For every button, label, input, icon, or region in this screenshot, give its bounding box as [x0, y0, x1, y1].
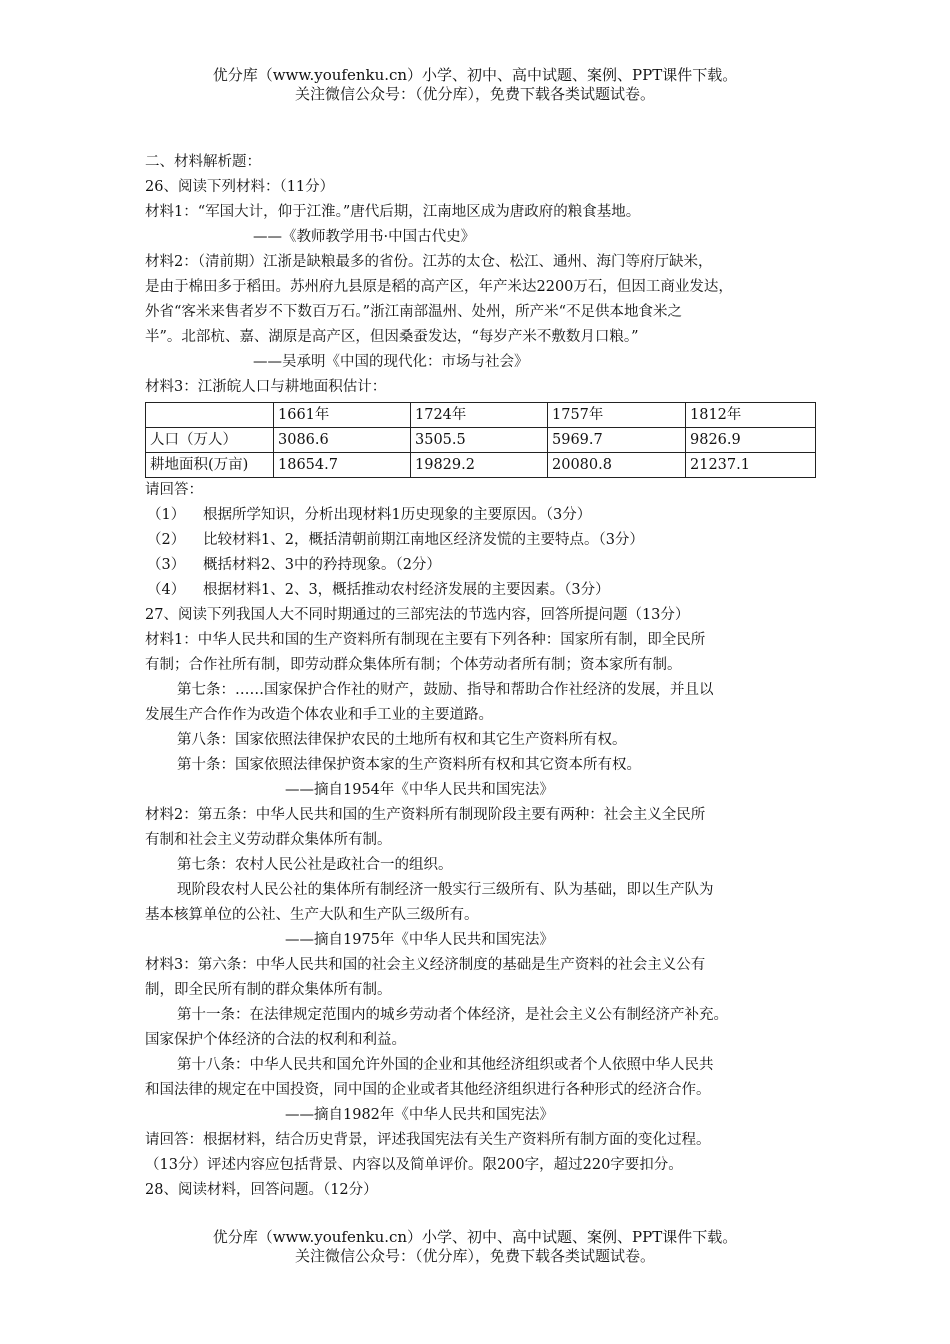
- footer-line-1: 优分库（www.youfenku.cn）小学、初中、高中试题、案例、PPT课件下载。: [212, 1228, 738, 1246]
- table-cell: 18654.7: [274, 453, 411, 478]
- q26-material-1: 材料1：“军国大计，仰于江淮。”唐代后期，江南地区成为唐政府的粮食基地。: [145, 204, 641, 220]
- q27-title: 27、阅读下列我国人大不同时期通过的三部宪法的节选内容，回答所提问题（13分）: [145, 607, 690, 623]
- table-row: [146, 453, 816, 478]
- q27-material-2-line-1: 材料2：第五条：中华人民共和国的生产资料所有制现阶段主要有两种：社会主义全民所: [145, 807, 706, 823]
- q26-material-1-source: ——《教师教学用书·中国古代史》: [253, 229, 476, 245]
- table-row: [146, 428, 816, 453]
- q27-material-2-source: ——摘自1975年《中华人民共和国宪法》: [285, 932, 554, 948]
- q26-title: 26、阅读下列材料：（11分）: [145, 179, 335, 195]
- q27-m2-paragraph-b: 基本核算单位的公社、生产大队和生产队三级所有。: [145, 907, 479, 923]
- q27-ask-a: 请回答：根据材料，结合历史背景，评述我国宪法有关生产资料所有制方面的变化过程。: [145, 1132, 711, 1148]
- q27-m3-article-11-b: 国家保护个体经济的合法的权利和利益。: [145, 1032, 406, 1048]
- table-cell: 3086.6: [274, 428, 411, 453]
- section-title: 二、材料解析题：: [145, 154, 261, 170]
- q26-question-3: [145, 553, 815, 578]
- q27-ask-b: （13分）评述内容应包括背景、内容以及简单评价。限200字，超过220字要扣分。: [145, 1157, 683, 1173]
- table-cell: 人口（万人）: [146, 428, 274, 453]
- page-footer: [0, 1228, 950, 1266]
- table-cell: 9826.9: [686, 428, 816, 453]
- q26-material-2-line-3: 外省“客米来售者岁不下数百万石。”浙江南部温州、处州，所产米“不足供本地食米之: [145, 304, 682, 320]
- q27-m3-article-18-b: 和国法律的规定在中国投资，同中国的企业或者其他经济组织进行各种形式的经济合作。: [145, 1082, 711, 1098]
- question-text: 根据所学知识，分析出现材料1历史现象的主要原因。（3分）: [203, 507, 592, 523]
- q27-m1-article-10: 第十条：国家依照法律保护资本家的生产资料所有权和其它资本所有权。: [177, 757, 641, 773]
- document-body: [145, 150, 815, 1203]
- question-number: （2）: [147, 532, 186, 548]
- question-text: 比较材料1、2，概括清朝前期江南地区经济发慌的主要特点。（3分）: [203, 532, 644, 548]
- q27-m3-article-18-a: 第十八条：中华人民共和国允许外国的企业和其他经济组织或者个人依照中华人民共: [177, 1057, 714, 1073]
- q26-ask: 请回答：: [145, 482, 203, 498]
- page-header: [0, 66, 950, 104]
- q27-material-3-source: ——摘自1982年《中华人民共和国宪法》: [285, 1107, 554, 1123]
- table-header-cell: 1724年: [411, 403, 548, 428]
- table-cell: 20080.8: [548, 453, 686, 478]
- q27-material-3-line-2: 制，即全民所有制的群众集体所有制。: [145, 982, 392, 998]
- q26-question-1: [145, 503, 815, 528]
- table-header-row: [146, 403, 816, 428]
- question-number: （1）: [147, 507, 186, 523]
- table-header-cell: [146, 403, 274, 428]
- q26-question-4: [145, 578, 815, 603]
- q27-m3-article-11-a: 第十一条：在法律规定范围内的城乡劳动者个体经济，是社会主义公有制经济产补充。: [177, 1007, 728, 1023]
- question-text: 概括材料2、3中的矜持现象。（2分）: [203, 557, 441, 573]
- q26-material-2-line-2: 是由于棉田多于稻田。苏州府九县原是稻的高产区，年产米达2200万石，但因工商业发达，: [145, 279, 733, 295]
- header-line-1: 优分库（www.youfenku.cn）小学、初中、高中试题、案例、PPT课件下载。: [212, 66, 738, 84]
- q27-m2-paragraph-a: 现阶段农村人民公社的集体所有制经济一般实行三级所有、队为基础，即以生产队为: [177, 882, 714, 898]
- table-header-cell: 1812年: [686, 403, 816, 428]
- q26-material-2-line-4: 半”。北部杭、嘉、湖原是高产区，但因桑蚕发达，“每岁产米不敷数月口粮。”: [145, 329, 639, 345]
- table-cell: 3505.5: [411, 428, 548, 453]
- question-text: 根据材料1、2、3，概括推动农村经济发展的主要因素。（3分）: [203, 582, 610, 598]
- question-number: （4）: [147, 582, 186, 598]
- q26-material-2-line-1: 材料2：（清前期）江浙是缺粮最多的省份。江苏的太仓、松江、通州、海门等府厅缺米，: [145, 254, 713, 270]
- footer-line-2: 关注微信公众号：（优分库），免费下载各类试题试卷。: [294, 1247, 655, 1265]
- q26-material-2-source: ——吴承明《中国的现代化：市场与社会》: [253, 354, 529, 370]
- q27-material-1-source: ——摘自1954年《中华人民共和国宪法》: [285, 782, 554, 798]
- table-cell: 耕地面积(万亩): [146, 453, 274, 478]
- population-land-table: [145, 402, 816, 478]
- q27-m1-article-7-b: 发展生产合作作为改造个体农业和手工业的主要道路。: [145, 707, 493, 723]
- table-cell: 19829.2: [411, 453, 548, 478]
- q27-material-1-line-2: 有制；合作社所有制，即劳动群众集体所有制；个体劳动者所有制；资本家所有制。: [145, 657, 682, 673]
- table-header-cell: 1661年: [274, 403, 411, 428]
- question-number: （3）: [147, 557, 186, 573]
- table-cell: 5969.7: [548, 428, 686, 453]
- q26-question-2: [145, 528, 815, 553]
- q27-m1-article-8: 第八条：国家依照法律保护农民的土地所有权和其它生产资料所有权。: [177, 732, 627, 748]
- table-header-cell: 1757年: [548, 403, 686, 428]
- q28-title: 28、阅读材料，回答问题。（12分）: [145, 1182, 378, 1198]
- q27-m2-article-7: 第七条：农村人民公社是政社合一的组织。: [177, 857, 453, 873]
- q26-material-3: 材料3：江浙皖人口与耕地面积估计：: [145, 379, 387, 395]
- q27-material-2-line-2: 有制和社会主义劳动群众集体所有制。: [145, 832, 392, 848]
- q27-material-1-line-1: 材料1：中华人民共和国的生产资料所有制现在主要有下列各种：国家所有制，即全民所: [145, 632, 706, 648]
- table-cell: 21237.1: [686, 453, 816, 478]
- header-line-2: 关注微信公众号：（优分库），免费下载各类试题试卷。: [294, 85, 655, 103]
- q27-material-3-line-1: 材料3：第六条：中华人民共和国的社会主义经济制度的基础是生产资料的社会主义公有: [145, 957, 706, 973]
- q27-m1-article-7-a: 第七条：……国家保护合作社的财产，鼓励、指导和帮助合作社经济的发展，并且以: [177, 682, 714, 698]
